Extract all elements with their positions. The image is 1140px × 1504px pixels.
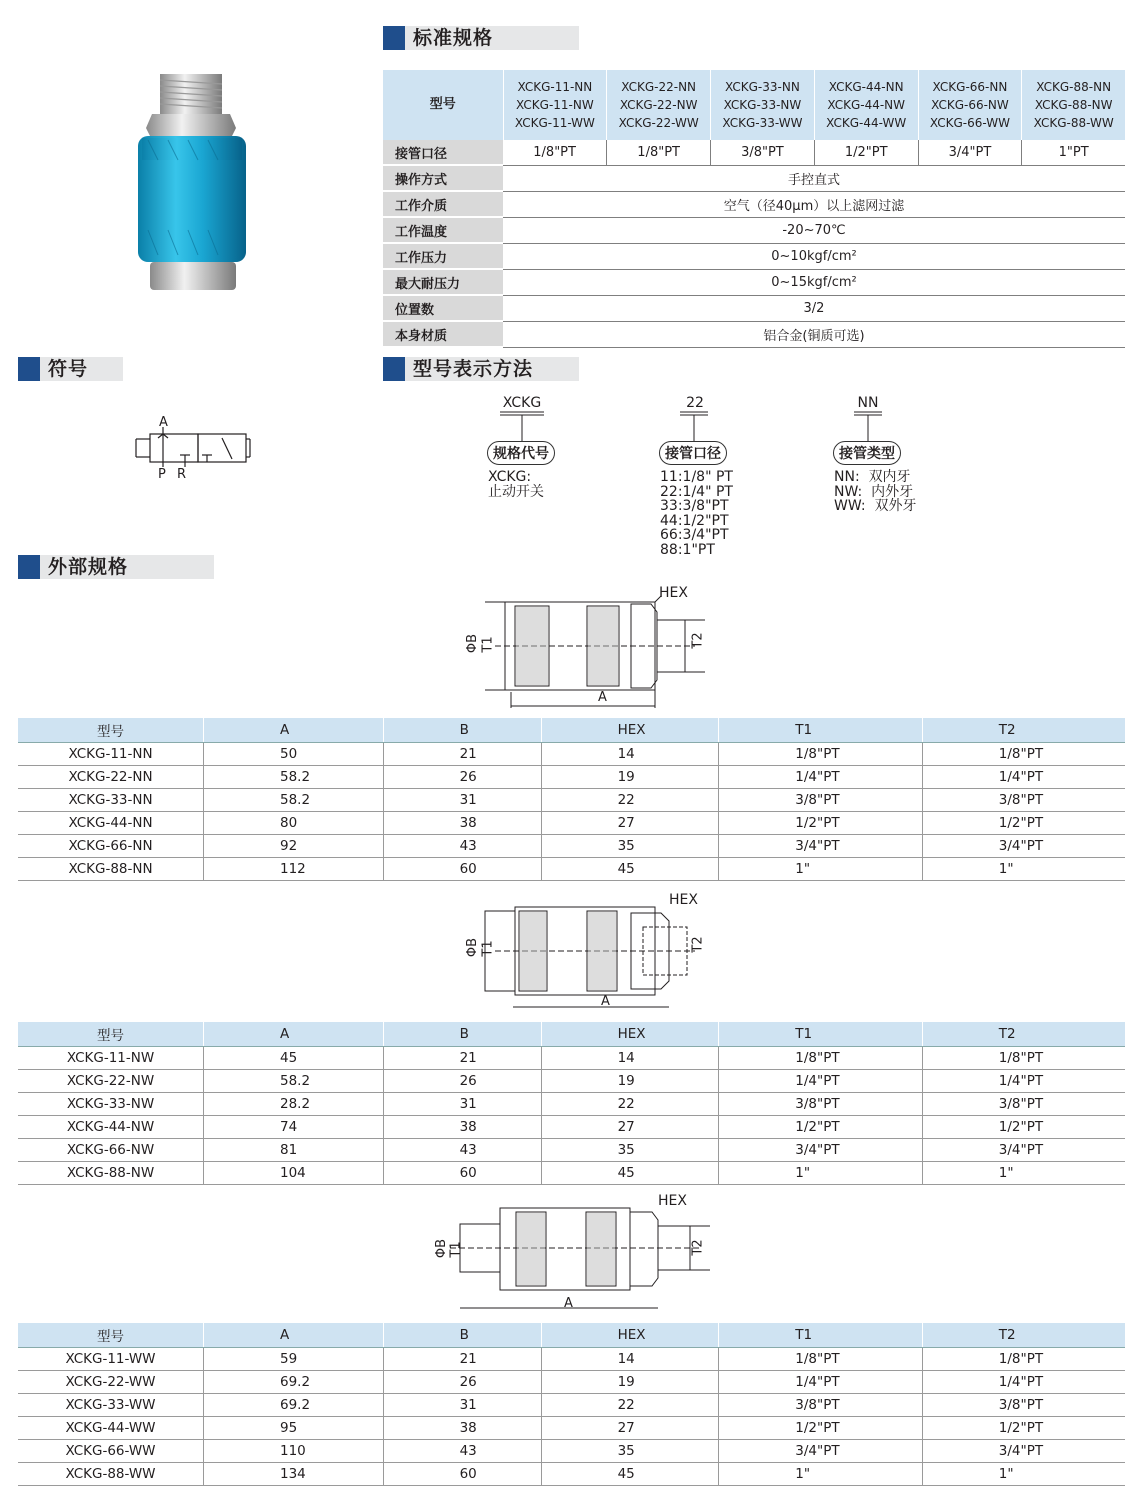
model-cell: XCKG-66-WW: [18, 1440, 204, 1463]
column-header: 型号: [18, 1323, 204, 1348]
table-row: [18, 1070, 1125, 1093]
value-cell: 3/8"PT: [922, 1394, 1125, 1417]
drawing-label-t2: T2: [690, 936, 706, 953]
value-cell: 14: [541, 1348, 719, 1371]
value-cell: 21: [383, 743, 541, 766]
model-code-connectors: [480, 410, 900, 445]
model-code-type-title: 接管类型: [833, 441, 901, 465]
spec-header-label: 型号: [383, 70, 503, 140]
symbol-port-p: P: [158, 467, 166, 482]
value-cell: 31: [383, 1394, 541, 1417]
section-symbol: [18, 357, 123, 381]
value-cell: 1/2"PT: [922, 1116, 1125, 1139]
drawing-label-hex: HEX: [659, 585, 688, 601]
drawing-label-a: A: [598, 690, 607, 705]
value-cell: 1": [922, 858, 1125, 881]
model-cell: XCKG-44-NW: [18, 1116, 204, 1139]
value-cell: 19: [541, 1371, 719, 1394]
table-row: [18, 743, 1125, 766]
value-cell: 38: [383, 812, 541, 835]
spec-row-label: 工作介质: [383, 191, 503, 217]
spec-row-label: 最大耐压力: [383, 269, 503, 295]
dimension-table-nn: [18, 718, 1125, 881]
column-header: A: [204, 1323, 384, 1348]
value-cell: 1/2"PT: [922, 1417, 1125, 1440]
value-cell: 60: [383, 858, 541, 881]
table-row: [18, 812, 1125, 835]
value-cell: 43: [383, 835, 541, 858]
dimension-table-nw: [18, 1022, 1125, 1185]
column-header: T1: [719, 1022, 923, 1047]
value-cell: 21: [383, 1348, 541, 1371]
value-cell: 1/2"PT: [719, 812, 923, 835]
model-code-port-title: 接管口径: [659, 441, 727, 465]
table-row: [18, 1394, 1125, 1417]
column-header: T2: [922, 1022, 1125, 1047]
column-header: HEX: [541, 1323, 719, 1348]
model-code-series: XCKG: [502, 395, 542, 411]
column-header: B: [383, 1022, 541, 1047]
value-cell: 1/4"PT: [922, 1371, 1125, 1394]
spec-row: [383, 295, 1125, 321]
section-standard-spec: [383, 26, 579, 50]
spec-row-value: 铝合金(铜质可选): [503, 321, 1125, 347]
column-header: HEX: [541, 718, 719, 743]
value-cell: 35: [541, 835, 719, 858]
spec-row: [383, 217, 1125, 243]
model-group: XCKG-44-NN XCKG-44-NW XCKG-44-WW: [814, 70, 918, 140]
value-cell: 1/2"PT: [719, 1116, 923, 1139]
value-cell: 38: [383, 1116, 541, 1139]
value-cell: 1/4"PT: [719, 766, 923, 789]
spec-row-label: 接管口径: [383, 140, 503, 165]
spec-row-value: 手控直式: [503, 165, 1125, 191]
spec-row: [383, 321, 1125, 347]
value-cell: 3/8"PT: [922, 1093, 1125, 1116]
value-cell: 1/4"PT: [719, 1371, 923, 1394]
table-row: [18, 1093, 1125, 1116]
value-cell: 27: [541, 1116, 719, 1139]
value-cell: 31: [383, 789, 541, 812]
value-cell: 81: [204, 1139, 384, 1162]
value-cell: 14: [541, 743, 719, 766]
table-row: [18, 1371, 1125, 1394]
value-cell: 58.2: [204, 789, 384, 812]
value-cell: 1/8"PT: [719, 1047, 923, 1070]
drawing-label-a: A: [564, 1296, 573, 1311]
symbol-port-a: A: [159, 415, 168, 430]
spec-row: [383, 269, 1125, 295]
value-cell: 19: [541, 1070, 719, 1093]
column-header: 型号: [18, 718, 204, 743]
value-cell: 1/2"PT: [719, 1417, 923, 1440]
value-cell: 1/8"PT: [719, 743, 923, 766]
value-cell: 26: [383, 766, 541, 789]
value-cell: 95: [204, 1417, 384, 1440]
value-cell: 35: [541, 1440, 719, 1463]
port-cell: 1/8"PT: [503, 140, 607, 165]
value-cell: 26: [383, 1371, 541, 1394]
value-cell: 3/4"PT: [719, 1440, 923, 1463]
table-row: [18, 766, 1125, 789]
value-cell: 1/8"PT: [922, 743, 1125, 766]
port-cell: 1/2"PT: [814, 140, 918, 165]
spec-row-value: 3/2: [503, 295, 1125, 321]
section-title: 外部规格: [40, 555, 214, 579]
column-header: T2: [922, 718, 1125, 743]
value-cell: 43: [383, 1139, 541, 1162]
model-code-type: NN: [857, 395, 879, 411]
drawing-label-t1: T1: [480, 636, 496, 653]
column-header: HEX: [541, 1022, 719, 1047]
table-header: [18, 1022, 1125, 1047]
spec-row-port: [383, 140, 1125, 165]
value-cell: 45: [541, 858, 719, 881]
spec-row-label: 操作方式: [383, 165, 503, 191]
value-cell: 58.2: [204, 1070, 384, 1093]
value-cell: 60: [383, 1162, 541, 1185]
value-cell: 22: [541, 789, 719, 812]
section-title: 标准规格: [405, 26, 579, 50]
drawing-label-a: A: [601, 994, 610, 1009]
value-cell: 45: [204, 1047, 384, 1070]
value-cell: 1/2"PT: [922, 812, 1125, 835]
value-cell: 28.2: [204, 1093, 384, 1116]
value-cell: 1/8"PT: [719, 1348, 923, 1371]
spec-row-value: 空气（径40μm）以上滤网过滤: [503, 191, 1125, 217]
value-cell: 104: [204, 1162, 384, 1185]
table-header: [18, 1323, 1125, 1348]
dimension-table-ww: [18, 1323, 1125, 1486]
value-cell: 1/4"PT: [922, 766, 1125, 789]
table-row: [18, 1162, 1125, 1185]
table-row: [18, 1047, 1125, 1070]
value-cell: 112: [204, 858, 384, 881]
value-cell: 3/4"PT: [922, 1139, 1125, 1162]
value-cell: 1": [922, 1463, 1125, 1486]
model-cell: XCKG-88-NN: [18, 858, 204, 881]
value-cell: 59: [204, 1348, 384, 1371]
drawing-label-t2: T2: [690, 1239, 706, 1256]
model-cell: XCKG-11-NN: [18, 743, 204, 766]
model-group: XCKG-66-NN XCKG-66-NW XCKG-66-WW: [918, 70, 1022, 140]
value-cell: 14: [541, 1047, 719, 1070]
model-cell: XCKG-11-WW: [18, 1348, 204, 1371]
port-cell: 1/8"PT: [607, 140, 711, 165]
value-cell: 19: [541, 766, 719, 789]
value-cell: 21: [383, 1047, 541, 1070]
valve-symbol-icon: [130, 415, 255, 485]
value-cell: 3/4"PT: [922, 1440, 1125, 1463]
column-header: B: [383, 1323, 541, 1348]
value-cell: 3/8"PT: [922, 789, 1125, 812]
spec-row-value: 0~15kgf/cm²: [503, 269, 1125, 295]
spec-row: [383, 165, 1125, 191]
model-cell: XCKG-44-WW: [18, 1417, 204, 1440]
spec-row: [383, 243, 1125, 269]
value-cell: 45: [541, 1162, 719, 1185]
model-code-series-desc: XCKG: 止动开关: [488, 469, 544, 500]
drawing-label-t1: T1: [448, 1241, 464, 1258]
value-cell: 45: [541, 1463, 719, 1486]
value-cell: 1/8"PT: [922, 1047, 1125, 1070]
value-cell: 22: [541, 1394, 719, 1417]
section-title: 型号表示方法: [405, 357, 579, 381]
value-cell: 1/8"PT: [922, 1348, 1125, 1371]
value-cell: 1": [719, 858, 923, 881]
section-title: 符号: [40, 357, 123, 381]
value-cell: 60: [383, 1463, 541, 1486]
value-cell: 31: [383, 1093, 541, 1116]
model-group: XCKG-33-NN XCKG-33-NW XCKG-33-WW: [711, 70, 815, 140]
port-cell: 1"PT: [1022, 140, 1125, 165]
value-cell: 50: [204, 743, 384, 766]
value-cell: 38: [383, 1417, 541, 1440]
table-row: [18, 1348, 1125, 1371]
spec-row-label: 工作温度: [383, 217, 503, 243]
model-group: XCKG-11-NN XCKG-11-NW XCKG-11-WW: [503, 70, 607, 140]
value-cell: 1/4"PT: [922, 1070, 1125, 1093]
table-row: [18, 1440, 1125, 1463]
column-header: T2: [922, 1323, 1125, 1348]
table-row: [18, 835, 1125, 858]
model-cell: XCKG-33-NN: [18, 789, 204, 812]
value-cell: 27: [541, 812, 719, 835]
model-cell: XCKG-66-NW: [18, 1139, 204, 1162]
value-cell: 58.2: [204, 766, 384, 789]
symbol-port-r: R: [177, 467, 187, 482]
value-cell: 110: [204, 1440, 384, 1463]
column-header: 型号: [18, 1022, 204, 1047]
value-cell: 1": [719, 1463, 923, 1486]
spec-row-value: -20~70℃: [503, 217, 1125, 243]
port-cell: 3/4"PT: [918, 140, 1022, 165]
value-cell: 3/4"PT: [719, 835, 923, 858]
table-row: [18, 858, 1125, 881]
spec-table: [383, 70, 1125, 348]
value-cell: 1": [719, 1162, 923, 1185]
column-header: T1: [719, 1323, 923, 1348]
drawing-label-t2: T2: [690, 632, 706, 649]
value-cell: 26: [383, 1070, 541, 1093]
drawing-label-phib: ΦB: [465, 633, 481, 654]
drawing-label-hex: HEX: [658, 1193, 687, 1209]
section-model-notation: [383, 357, 579, 381]
model-cell: XCKG-44-NN: [18, 812, 204, 835]
drawing-label-phib: ΦB: [465, 937, 481, 958]
model-cell: XCKG-66-NN: [18, 835, 204, 858]
value-cell: 3/8"PT: [719, 789, 923, 812]
value-cell: 74: [204, 1116, 384, 1139]
value-cell: 27: [541, 1417, 719, 1440]
value-cell: 3/8"PT: [719, 1394, 923, 1417]
value-cell: 1/4"PT: [719, 1070, 923, 1093]
column-header: B: [383, 718, 541, 743]
spec-row-value: 0~10kgf/cm²: [503, 243, 1125, 269]
model-cell: XCKG-88-NW: [18, 1162, 204, 1185]
spec-row-label: 工作压力: [383, 243, 503, 269]
model-cell: XCKG-22-NN: [18, 766, 204, 789]
value-cell: 43: [383, 1440, 541, 1463]
value-cell: 3/4"PT: [922, 835, 1125, 858]
port-cell: 3/8"PT: [711, 140, 815, 165]
column-header: A: [204, 1022, 384, 1047]
model-cell: XCKG-22-WW: [18, 1371, 204, 1394]
spec-row: [383, 191, 1125, 217]
table-row: [18, 1139, 1125, 1162]
table-row: [18, 789, 1125, 812]
model-cell: XCKG-33-NW: [18, 1093, 204, 1116]
product-photo: [128, 70, 258, 305]
drawing-label-t1: T1: [480, 940, 496, 957]
table-row: [18, 1463, 1125, 1486]
value-cell: 134: [204, 1463, 384, 1486]
value-cell: 35: [541, 1139, 719, 1162]
table-header: [18, 718, 1125, 743]
table-row: [18, 1417, 1125, 1440]
model-cell: XCKG-33-WW: [18, 1394, 204, 1417]
table-row: [18, 1116, 1125, 1139]
model-code-series-title: 规格代号: [487, 441, 555, 465]
value-cell: 3/8"PT: [719, 1093, 923, 1116]
spec-row-label: 位置数: [383, 295, 503, 321]
spec-row-label: 本身材质: [383, 321, 503, 347]
model-code-type-desc: NN: 双内牙 NW: 内外牙 WW: 双外牙: [834, 469, 917, 514]
model-group: XCKG-22-NN XCKG-22-NW XCKG-22-WW: [607, 70, 711, 140]
column-header: A: [204, 718, 384, 743]
column-header: T1: [719, 718, 923, 743]
value-cell: 1": [922, 1162, 1125, 1185]
value-cell: 92: [204, 835, 384, 858]
value-cell: 3/4"PT: [719, 1139, 923, 1162]
model-cell: XCKG-22-NW: [18, 1070, 204, 1093]
section-external-dimensions: [18, 555, 214, 579]
drawing-label-hex: HEX: [669, 892, 698, 908]
model-cell: XCKG-11-NW: [18, 1047, 204, 1070]
drawing-label-phib: ΦB: [434, 1238, 450, 1259]
value-cell: 69.2: [204, 1371, 384, 1394]
value-cell: 80: [204, 812, 384, 835]
value-cell: 22: [541, 1093, 719, 1116]
model-cell: XCKG-88-WW: [18, 1463, 204, 1486]
model-code-port: 22: [686, 395, 704, 411]
model-code-port-desc: 11:1/8" PT 22:1/4" PT 33:3/8"PT 44:1/2"PT 66:3/4"PT 88:1"PT: [660, 469, 733, 558]
model-group: XCKG-88-NN XCKG-88-NW XCKG-88-WW: [1022, 70, 1125, 140]
value-cell: 69.2: [204, 1394, 384, 1417]
